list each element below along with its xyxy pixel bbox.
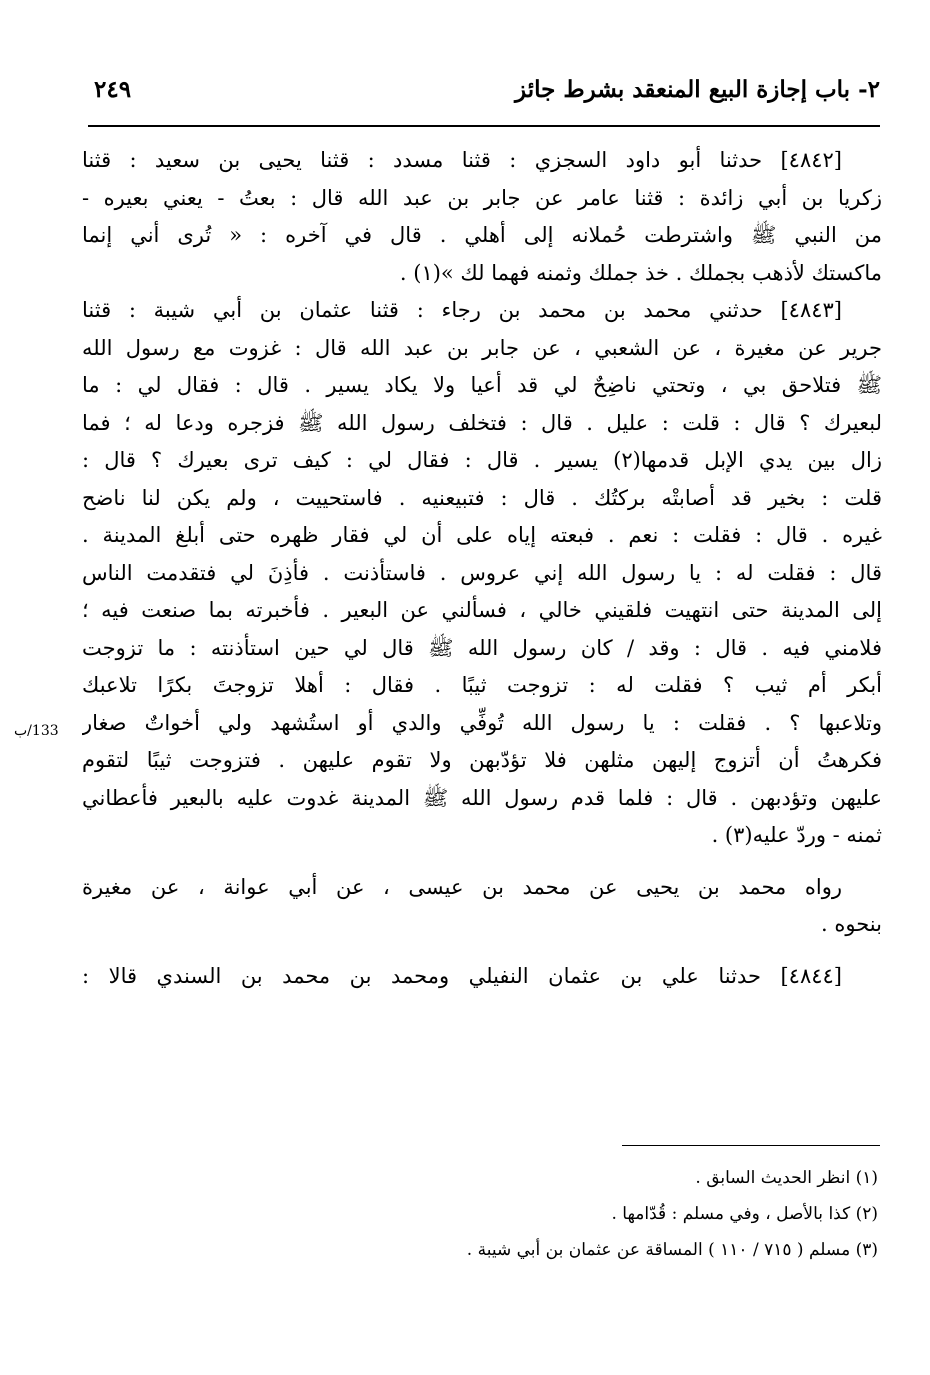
footnote: (١) انظر الحديث السابق . (695, 1168, 878, 1188)
text-line: وتلاعبها ؟ . فقلت : يا رسول الله تُوفِّي والدي أو استُشهد ولي أخواتٌ صغار (82, 710, 882, 735)
page-header (88, 72, 880, 122)
hadith-4843 (82, 292, 882, 855)
text-line: من النبي ﷺ واشترطت حُملانه إلى أهلي . قال في آخره : « تُرى أني إنما (82, 223, 882, 247)
text-line: [٤٨٤٣] حدثني محمد بن محمد بن رجاء : قثنا عثمان بن أبي شيبة : قثنا (82, 298, 842, 322)
text-line: أبكر أم ثيب ؟ فقلت له : تزوجت ثيبًا . فقال : أهلا تزوجتَ بكرًا تلاعبك (82, 673, 882, 697)
text-line: فكرهتُ أن أتزوج إليهن مثلهن فلا تؤدّبهن ولا تقوم عليهن . فتزوجت ثيبًا لتقوم (82, 748, 882, 772)
hadith-4842 (82, 142, 882, 292)
text-line: ماكستك لأذهب بجملك . خذ جملك وثمنه فهما لك »(١) . (399, 260, 882, 285)
text-line: ﷺ فتلاحق بي ، وتحتي ناضِحٌ لي قد أعيا ولا يكاد يسير . قال : فقال لي : ما (82, 373, 882, 397)
header-divider (88, 125, 880, 127)
text-line: لبعيرك ؟ قال : قلت : عليل . قال : فتخلف رسول الله ﷺ فزجره ودعا له ؛ فما (82, 410, 882, 435)
text-line: زكريا بن أبي زائدة : قثنا عامر عن جابر بن عبد الله قال : بعتُ - يعني بعيره - (82, 185, 882, 210)
footnote: (٢) كذا بالأصل ، وفي مسلم : قُدّامها . (611, 1204, 878, 1224)
footnote-divider (622, 1145, 880, 1146)
text-line: غيره . قال : فقلت : نعم . فبعته إياه على أن لي فقار ظهره حتى أبلغ المدينة . (82, 523, 882, 547)
hadith-4844 (82, 958, 882, 996)
text-line: [٤٨٤٤] حدثنا علي بن عثمان النفيلي ومحمد بن محمد بن السندي قالا : (82, 963, 842, 988)
footnote: (٣) مسلم ( ٧١٥ / ١١٠ ) المساقة عن عثمان بن أبي شيبة . (466, 1240, 878, 1260)
text-line: رواه محمد بن يحيى عن محمد بن عيسى ، عن أبي عوانة ، عن مغيرة (82, 874, 842, 899)
text-line: ثمنه - وردّ عليه(٣) . (711, 823, 882, 847)
text-line: زال بين يدي الإبل قدمها(٢) يسير . قال : فقال لي : كيف ترى بعيرك ؟ قال : (82, 448, 882, 472)
riwaya-note (82, 869, 882, 944)
text-line: عليهن وتؤدبهن . قال : فلما قدم رسول الله ﷺ المدينة غدوت عليه بالبعير فأعطاني (82, 785, 882, 810)
chapter-title: ٢- باب إجازة البيع المنعقد بشرط جائز (515, 76, 880, 103)
main-text (82, 142, 882, 995)
manuscript-folio-note: 133/ب (14, 723, 59, 739)
text-line: بنحوه . (821, 912, 882, 936)
footnotes (78, 1160, 878, 1268)
page-number: ٢٤٩ (94, 76, 132, 103)
text-line: قلت : بخير قد أصابتْه بركتُك . قال : فتبيعنيه . فاستحييت ، ولم يكن لنا ناضح (82, 485, 882, 510)
text-line: جرير عن مغيرة ، عن الشعبي ، عن جابر بن عبد الله قال : غزوت مع رسول الله (82, 335, 882, 360)
text-line: قال : فقلت له : يا رسول الله إني عروس . فاستأذنت . فأذِنَ لي فتقدمت الناس (82, 560, 882, 585)
text-line: إلى المدينة حتى انتهيت فلقيني خالي ، فسألني عن البعير . فأخبرته بما صنعت فيه ؛ (82, 598, 882, 622)
text-line: فلامني فيه . قال : وقد / كان رسول الله ﷺ قال لي حين استأذنته : ما تزوجت (82, 635, 882, 660)
text-line: [٤٨٤٢] حدثنا أبو داود السجزي : قثنا مسدد : قثنا يحيى بن سعيد : قثنا (82, 148, 842, 172)
